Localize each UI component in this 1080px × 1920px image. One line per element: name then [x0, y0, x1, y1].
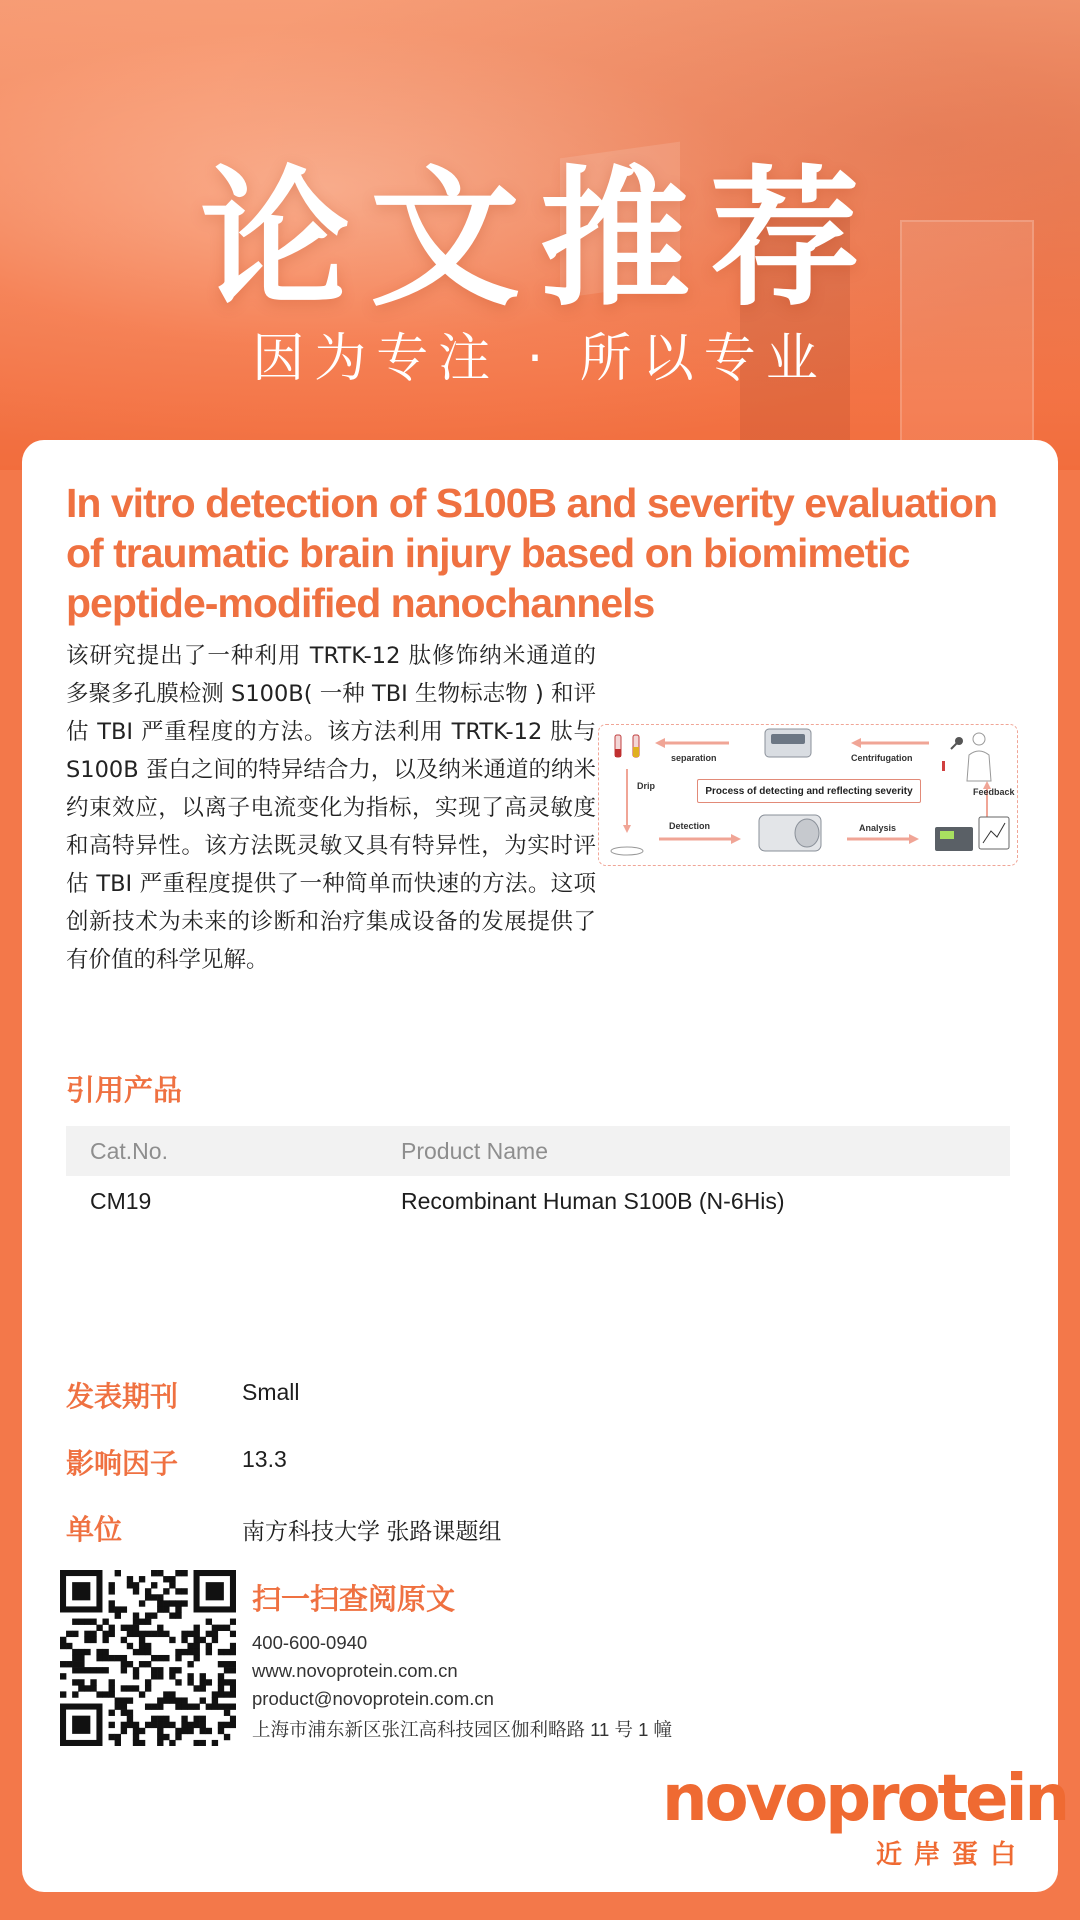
content-card — [22, 440, 1068, 1892]
table-row — [66, 1176, 1010, 1226]
figure-label-drip: Drip — [637, 781, 655, 791]
journal-label: 发表期刊 — [66, 1380, 179, 1413]
column-header-cat-no: Cat.No. — [90, 1137, 168, 1164]
table-header — [66, 1126, 1010, 1176]
affiliation-label: 单位 — [66, 1513, 123, 1546]
figure-label-detection: Detection — [669, 821, 711, 831]
paper-title: In vitro detection of S100B and severity evaluation of traumatic brain injury based on biomimetic peptide-modified nanochannels — [66, 480, 997, 626]
figure-label-analysis: Analysis — [859, 823, 897, 833]
cell-cat-no: CM19 — [90, 1187, 152, 1214]
scan-prompt: 扫一扫查阅原文 — [252, 1582, 456, 1616]
paper-figure — [598, 724, 1018, 866]
contact-phone[interactable]: 400-600-0940 — [252, 1632, 368, 1653]
cell-product-name: Recombinant Human S100B (N-6His) — [401, 1187, 785, 1214]
figure-label-feedback: Feedback — [973, 787, 1015, 797]
contact-website[interactable]: www.novoprotein.com.cn — [252, 1660, 458, 1681]
qr-code[interactable] — [60, 1570, 236, 1746]
products-table — [66, 1126, 1010, 1226]
hero-banner — [0, 0, 1080, 470]
figure-label-separation: separation — [671, 753, 717, 763]
impact-factor-label: 影响因子 — [66, 1447, 179, 1480]
brand-logo — [662, 1762, 1068, 1870]
contact-email[interactable]: product@novoprotein.com.cn — [252, 1688, 494, 1709]
impact-factor-value: 13.3 — [242, 1446, 287, 1472]
page-title: 论文推荐 — [199, 153, 880, 327]
figure-center-label: Process of detecting and reflecting severity — [697, 779, 921, 803]
brand-name: novoprotein — [662, 1762, 1068, 1836]
figure-label-centrifugation: Centrifugation — [851, 753, 913, 763]
affiliation-value: 南方科技大学 张路课题组 — [242, 1518, 502, 1544]
page-subtitle: 因为专注 · 所以专业 — [252, 329, 828, 389]
products-heading: 引用产品 — [66, 1073, 183, 1107]
paper-abstract: 该研究提出了一种利用 TRTK-12 肽修饰纳米通道的多聚多孔膜检测 S100B( 一种 TBI 生物标志物 ) 和评估 TBI 严重程度的方法。该方法利用 TRTK-12 肽与 S100B 蛋白之间的特异结合力，以及纳米通道的纳米约束效应，以离子电流变化为指标，实现了高灵敏度和高特异性。该方法既灵敏又具有特异性，为实时评估 TBI 严重程度提供了一种简单而快速的方法。这项创新技术为未来的诊断和治疗集成设备的发展提供了有价值的科学见解。 — [66, 643, 596, 973]
journal-value: Small — [242, 1379, 300, 1405]
column-header-product-name: Product Name — [401, 1137, 549, 1164]
brand-name-cn: 近岸蛋白 — [875, 1840, 1028, 1870]
contact-address: 上海市浦东新区张江高科技园区伽利略路 11 号 1 幢 — [252, 1719, 673, 1740]
